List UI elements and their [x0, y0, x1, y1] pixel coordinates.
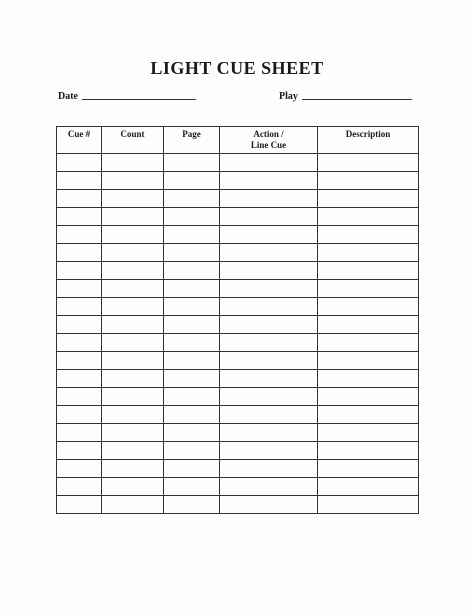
cell-count[interactable]	[102, 424, 164, 442]
cell-description[interactable]	[318, 388, 419, 406]
cell-description[interactable]	[318, 334, 419, 352]
cell-cue[interactable]	[57, 388, 102, 406]
cell-page[interactable]	[164, 262, 220, 280]
cell-description[interactable]	[318, 406, 419, 424]
cell-description[interactable]	[318, 226, 419, 244]
cell-page[interactable]	[164, 496, 220, 514]
column-header-count	[102, 127, 164, 154]
play-blank-line[interactable]	[302, 98, 412, 100]
cell-action[interactable]	[220, 442, 318, 460]
cell-description[interactable]	[318, 190, 419, 208]
cell-action[interactable]	[220, 460, 318, 478]
cell-count[interactable]	[102, 280, 164, 298]
column-header-cue-label: Cue #	[67, 129, 91, 139]
cell-action[interactable]	[220, 406, 318, 424]
cell-description[interactable]	[318, 496, 419, 514]
cell-count[interactable]	[102, 154, 164, 172]
cell-description[interactable]	[318, 298, 419, 316]
cell-action[interactable]	[220, 280, 318, 298]
cell-count[interactable]	[102, 262, 164, 280]
cell-page[interactable]	[164, 298, 220, 316]
cell-cue[interactable]	[57, 460, 102, 478]
column-header-action	[220, 127, 318, 154]
cell-description[interactable]	[318, 154, 419, 172]
cell-count[interactable]	[102, 442, 164, 460]
cell-cue[interactable]	[57, 352, 102, 370]
cell-description[interactable]	[318, 478, 419, 496]
cell-action[interactable]	[220, 190, 318, 208]
cell-cue[interactable]	[57, 334, 102, 352]
cell-cue[interactable]	[57, 406, 102, 424]
cell-cue[interactable]	[57, 424, 102, 442]
column-header-action-label-line2: Line Cue	[250, 140, 287, 150]
cell-page[interactable]	[164, 388, 220, 406]
cell-action[interactable]	[220, 154, 318, 172]
column-header-page	[164, 127, 220, 154]
cue-table-body	[57, 154, 419, 514]
cell-count[interactable]	[102, 370, 164, 388]
cell-action[interactable]	[220, 172, 318, 190]
cell-action[interactable]	[220, 352, 318, 370]
cell-count[interactable]	[102, 190, 164, 208]
cell-description[interactable]	[318, 460, 419, 478]
cell-cue[interactable]	[57, 478, 102, 496]
date-field	[58, 91, 196, 102]
table-row	[57, 154, 419, 172]
cell-action[interactable]	[220, 478, 318, 496]
cell-description[interactable]	[318, 352, 419, 370]
play-field	[279, 91, 412, 102]
cell-page[interactable]	[164, 316, 220, 334]
cell-cue[interactable]	[57, 226, 102, 244]
cell-description[interactable]	[318, 370, 419, 388]
table-row	[57, 442, 419, 460]
column-header-page-label: Page	[182, 129, 201, 139]
table-row	[57, 298, 419, 316]
date-blank-line[interactable]	[82, 98, 196, 100]
cue-table	[56, 126, 419, 514]
cell-count[interactable]	[102, 460, 164, 478]
cell-page[interactable]	[164, 226, 220, 244]
cell-count[interactable]	[102, 388, 164, 406]
cell-description[interactable]	[318, 208, 419, 226]
cell-page[interactable]	[164, 244, 220, 262]
table-row	[57, 334, 419, 352]
table-row	[57, 424, 419, 442]
table-row	[57, 496, 419, 514]
cell-page[interactable]	[164, 190, 220, 208]
table-row	[57, 460, 419, 478]
table-row	[57, 316, 419, 334]
cell-action[interactable]	[220, 298, 318, 316]
cell-count[interactable]	[102, 352, 164, 370]
cell-cue[interactable]	[57, 442, 102, 460]
cell-count[interactable]	[102, 226, 164, 244]
cell-action[interactable]	[220, 334, 318, 352]
table-row	[57, 352, 419, 370]
cell-page[interactable]	[164, 208, 220, 226]
table-row	[57, 190, 419, 208]
cell-action[interactable]	[220, 262, 318, 280]
cell-description[interactable]	[318, 316, 419, 334]
cell-page[interactable]	[164, 154, 220, 172]
cell-cue[interactable]	[57, 172, 102, 190]
cell-count[interactable]	[102, 208, 164, 226]
table-row	[57, 370, 419, 388]
cell-count[interactable]	[102, 172, 164, 190]
table-row	[57, 262, 419, 280]
cell-action[interactable]	[220, 424, 318, 442]
cell-description[interactable]	[318, 424, 419, 442]
table-row	[57, 280, 419, 298]
cell-page[interactable]	[164, 478, 220, 496]
page-title: LIGHT CUE SHEET	[150, 58, 324, 78]
cell-cue[interactable]	[57, 262, 102, 280]
cell-cue[interactable]	[57, 316, 102, 334]
column-header-description	[318, 127, 419, 154]
cell-count[interactable]	[102, 316, 164, 334]
cell-cue[interactable]	[57, 244, 102, 262]
cell-count[interactable]	[102, 244, 164, 262]
table-row	[57, 172, 419, 190]
cell-action[interactable]	[220, 208, 318, 226]
cell-cue[interactable]	[57, 154, 102, 172]
cell-description[interactable]	[318, 244, 419, 262]
table-row	[57, 226, 419, 244]
date-label: Date	[58, 91, 78, 102]
cell-page[interactable]	[164, 370, 220, 388]
cell-page[interactable]	[164, 280, 220, 298]
cell-action[interactable]	[220, 244, 318, 262]
cell-cue[interactable]	[57, 370, 102, 388]
cell-count[interactable]	[102, 406, 164, 424]
cell-description[interactable]	[318, 442, 419, 460]
cell-description[interactable]	[318, 262, 419, 280]
cell-count[interactable]	[102, 334, 164, 352]
table-row	[57, 478, 419, 496]
cell-action[interactable]	[220, 496, 318, 514]
cell-count[interactable]	[102, 496, 164, 514]
cell-page[interactable]	[164, 406, 220, 424]
cell-cue[interactable]	[57, 280, 102, 298]
cell-action[interactable]	[220, 226, 318, 244]
cell-page[interactable]	[164, 460, 220, 478]
cell-cue[interactable]	[57, 208, 102, 226]
cell-page[interactable]	[164, 352, 220, 370]
play-label: Play	[279, 91, 298, 102]
column-header-count-label: Count	[120, 129, 145, 139]
table-row	[57, 406, 419, 424]
cell-count[interactable]	[102, 298, 164, 316]
cell-cue[interactable]	[57, 190, 102, 208]
cell-description[interactable]	[318, 172, 419, 190]
column-header-cue	[57, 127, 102, 154]
table-header-row	[57, 127, 419, 154]
cell-page[interactable]	[164, 334, 220, 352]
cell-page[interactable]	[164, 442, 220, 460]
cell-cue[interactable]	[57, 298, 102, 316]
cell-action[interactable]	[220, 370, 318, 388]
table-row	[57, 388, 419, 406]
cell-action[interactable]	[220, 316, 318, 334]
cell-count[interactable]	[102, 478, 164, 496]
cell-description[interactable]	[318, 280, 419, 298]
table-row	[57, 208, 419, 226]
column-header-description-label: Description	[345, 129, 391, 139]
cell-page[interactable]	[164, 424, 220, 442]
table-row	[57, 244, 419, 262]
column-header-action-label: Action /	[253, 129, 284, 139]
cell-page[interactable]	[164, 172, 220, 190]
cell-action[interactable]	[220, 388, 318, 406]
cell-cue[interactable]	[57, 496, 102, 514]
